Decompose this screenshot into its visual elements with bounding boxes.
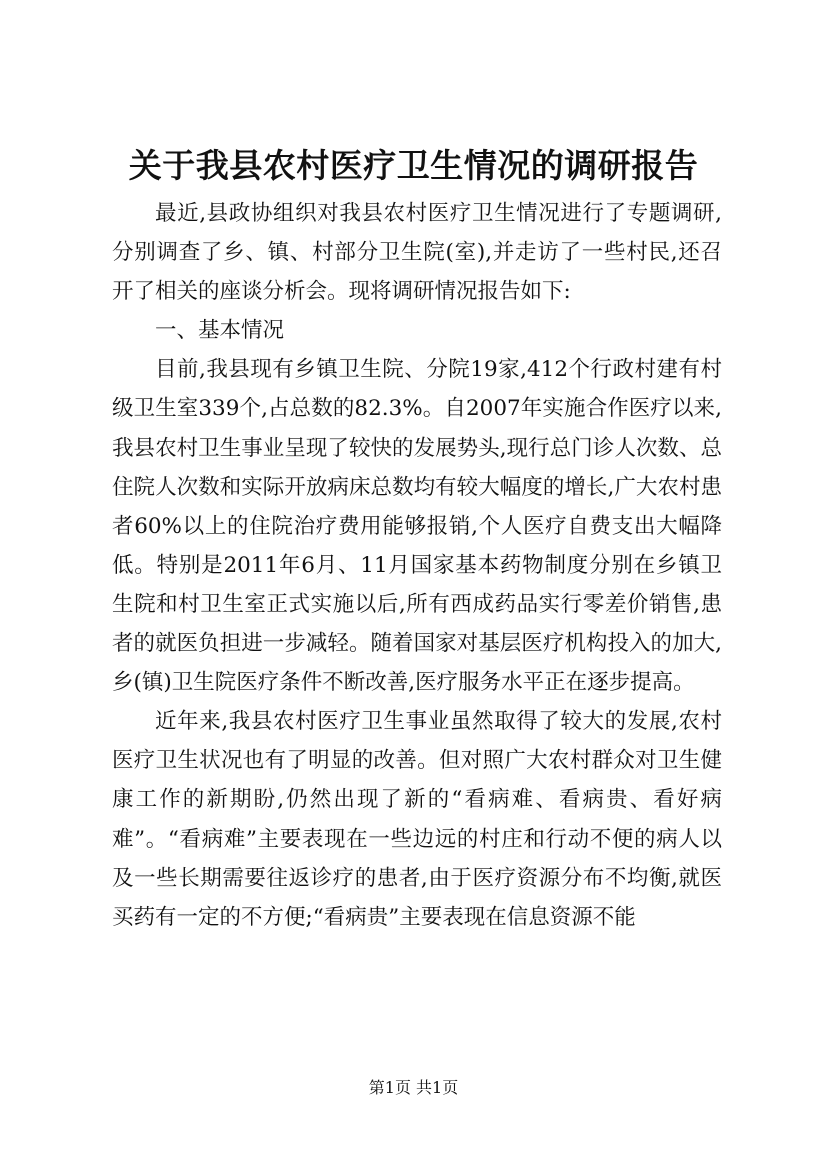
paragraph-recent-years: 近年来,我县农村医疗卫生事业虽然取得了较大的发展,农村医疗卫生状况也有了明显的改善。但对照广大农村群众对卫生健康工作的新期盼,仍然出现了新的“看病难、看病贵、看好病难”。“看病难”主要表现在一些边远的村庄和行动不便的病人以及一些长期需要往返诊疗的患者,由于医疗资源分布不均衡,就医买药有一定的不方便;“看病贵”主要表现在信息资源不能: [112, 709, 722, 930]
document-title: 关于我县农村医疗卫生情况的调研报告: [128, 146, 699, 185]
paragraph-intro: 最近,县政协组织对我县农村医疗卫生情况进行了专题调研,分别调查了乡、镇、村部分卫生院(室),并走访了一些村民,还召开了相关的座谈分析会。现将调研情况报告如下:: [112, 201, 722, 305]
page-footer: 第1页 共1页: [368, 1078, 459, 1097]
document-body: [112, 194, 722, 937]
section-heading-basic-situation: 一、基本情况: [155, 318, 285, 344]
paragraph-current-status: 目前,我县现有乡镇卫生院、分院19家,412个行政村建有村级卫生室339个,占总数的82.3%。自2007年实施合作医疗以来,我县农村卫生事业呈现了较快的发展势头,现行总门诊人次数、总住院人次数和实际开放病床总数均有较大幅度的增长,广大农村患者60%以上的住院治疗费用能够报销,个人医疗自费支出大幅降低。特别是2011年6月、11月国家基本药物制度分别在乡镇卫生院和村卫生室正式实施以后,所有西成药品实行零差价销售,患者的就医负担进一步减轻。随着国家对基层医疗机构投入的加大,乡(镇)卫生院医疗条件不断改善,医疗服务水平正在逐步提高。: [112, 357, 722, 696]
